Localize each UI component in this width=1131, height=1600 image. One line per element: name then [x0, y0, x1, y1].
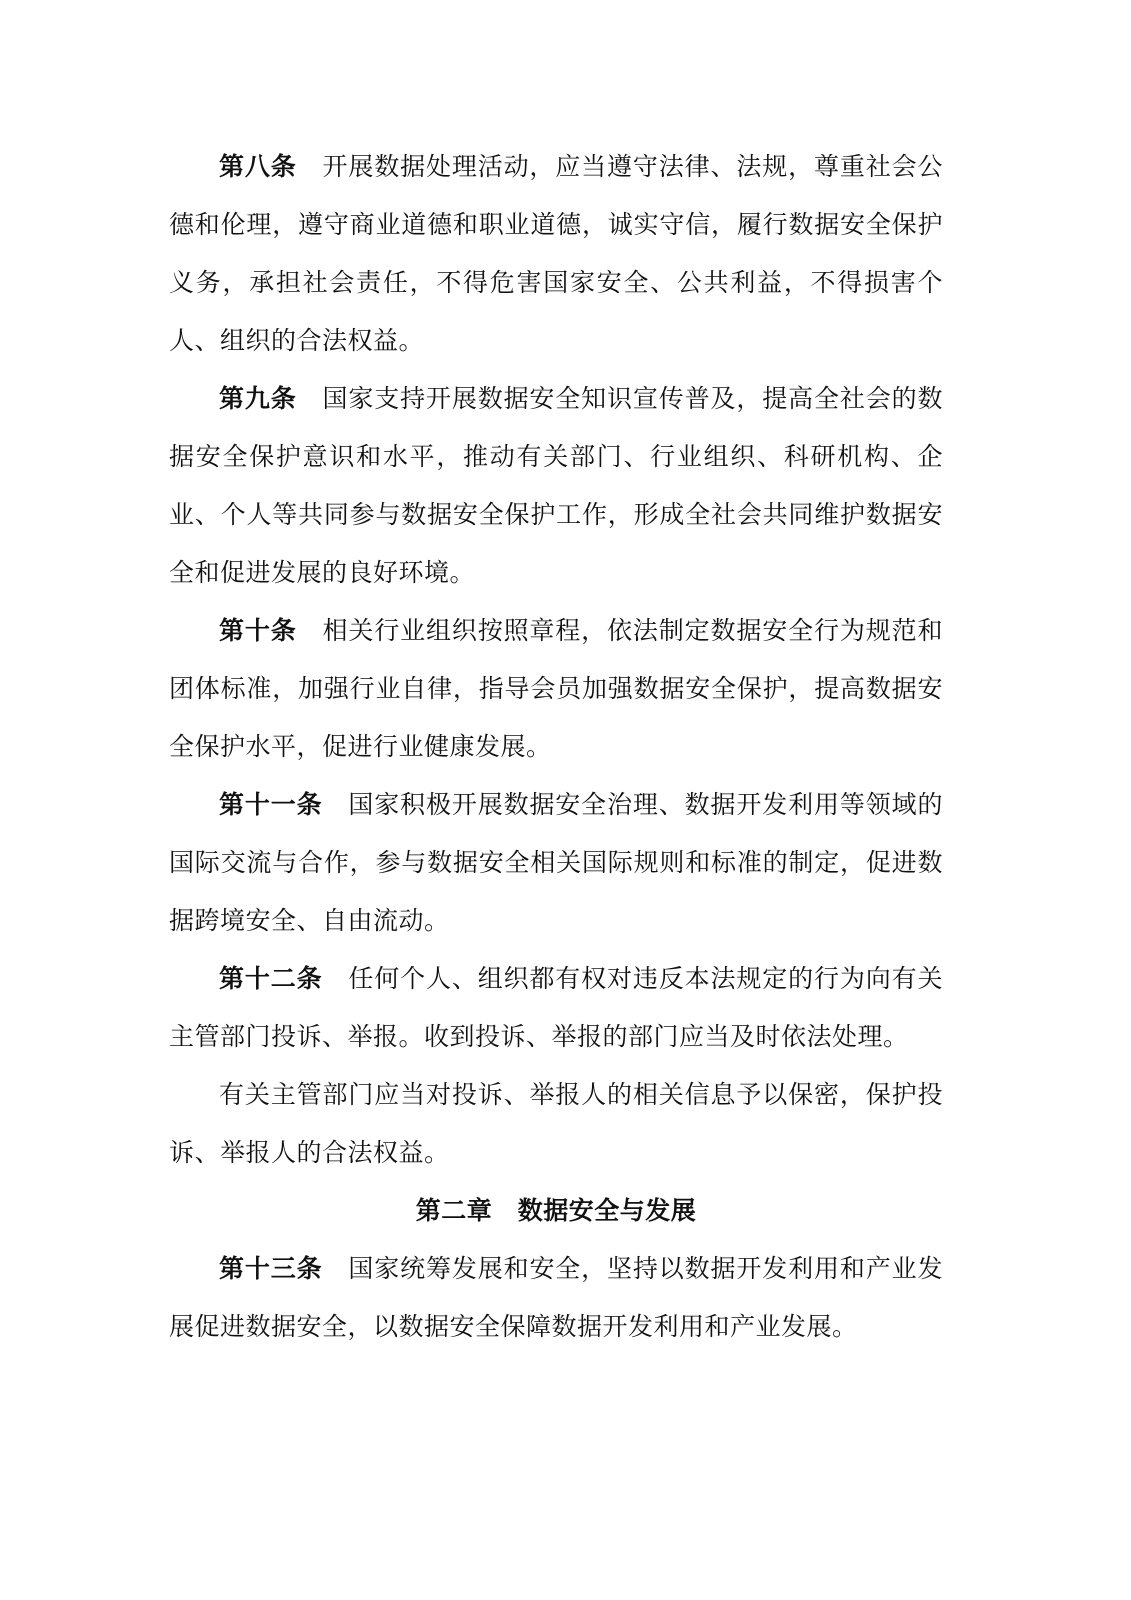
article-13	[169, 1240, 943, 1356]
article-text: 国家支持开展数据安全知识宣传普及，提高全社会的数据安全保护意识和水平，推动有关部门、行业组织、科研机构、企业、个人等共同参与数据安全保护工作，形成全社会共同维护数据安全和促进发展的良好环境。	[169, 384, 943, 587]
article-text: 相关行业组织按照章程，依法制定数据安全行为规范和团体标准，加强行业自律，指导会员加强数据安全保护，提高数据安全保护水平，促进行业健康发展。	[169, 616, 943, 761]
article-text: 国家积极开展数据安全治理、数据开发利用等领域的国际交流与合作，参与数据安全相关国际规则和标准的制定，促进数据跨境安全、自由流动。	[169, 790, 943, 935]
article-10	[169, 602, 943, 776]
article-number: 第十条	[219, 616, 297, 645]
article-11	[169, 776, 943, 950]
article-number: 第十一条	[219, 790, 323, 819]
article-9	[169, 370, 943, 602]
article-number: 第十三条	[219, 1254, 323, 1283]
article-text: 国家统筹发展和安全，坚持以数据开发利用和产业发展促进数据安全，以数据安全保障数据开发利用和产业发展。	[169, 1254, 943, 1341]
document-page	[169, 138, 943, 1356]
article-8	[169, 138, 943, 370]
article-number: 第九条	[219, 384, 297, 413]
article-text: 开展数据处理活动，应当遵守法律、法规，尊重社会公德和伦理，遵守商业道德和职业道德，诚实守信，履行数据安全保护义务，承担社会责任，不得危害国家安全、公共利益，不得损害个人、组织的合法权益。	[169, 152, 943, 355]
article-12	[169, 950, 943, 1066]
article-number: 第八条	[219, 152, 297, 181]
article-12-paragraph-2: 有关主管部门应当对投诉、举报人的相关信息予以保密，保护投诉、举报人的合法权益。	[169, 1080, 943, 1167]
chapter-heading: 第二章 数据安全与发展	[415, 1196, 697, 1225]
article-text: 任何个人、组织都有权对违反本法规定的行为向有关主管部门投诉、举报。收到投诉、举报的部门应当及时依法处理。	[169, 964, 943, 1051]
article-number: 第十二条	[219, 964, 323, 993]
